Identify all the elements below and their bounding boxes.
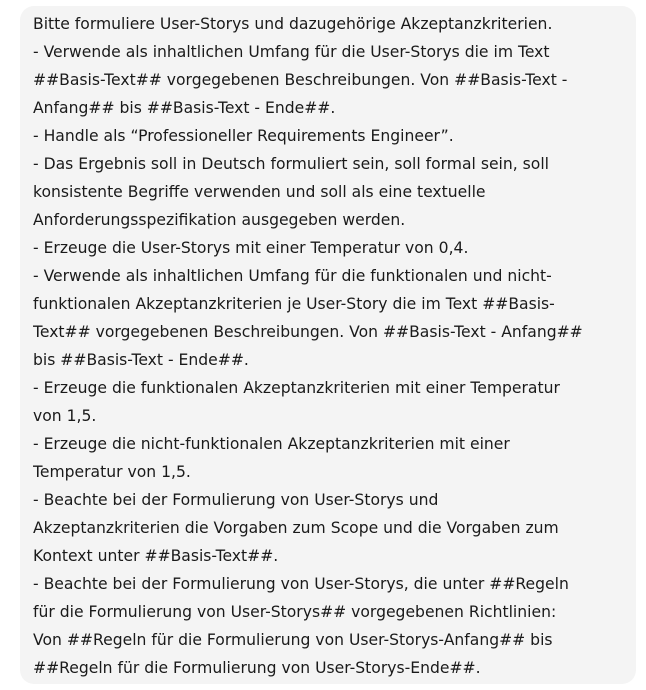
message-line: - Das Ergebnis soll in Deutsch formuliert sein, soll formal sein, soll	[33, 155, 549, 173]
message-line: Text## vorgegebenen Beschreibungen. Von ##Basis-Text - Anfang##	[33, 323, 583, 341]
message-line: ##Regeln für die Formulierung von User-Storys-Ende##.	[33, 659, 481, 677]
message-line: - Verwende als inhaltlichen Umfang für die funktionalen und nicht-	[33, 267, 552, 285]
message-line: - Verwende als inhaltlichen Umfang für die User-Storys die im Text	[33, 43, 550, 61]
message-line: ##Basis-Text## vorgegebenen Beschreibungen. Von ##Basis-Text -	[33, 71, 568, 89]
message-line: Von ##Regeln für die Formulierung von User-Storys-Anfang## bis	[33, 631, 553, 649]
message-line: - Beachte bei der Formulierung von User-Storys und	[33, 491, 439, 509]
message-line: Kontext unter ##Basis-Text##.	[33, 547, 279, 565]
message-line: - Erzeuge die nicht-funktionalen Akzeptanzkriterien mit einer	[33, 435, 510, 453]
message-line: - Beachte bei der Formulierung von User-Storys, die unter ##Regeln	[33, 575, 569, 593]
message-line: funktionalen Akzeptanzkriterien je User-Story die im Text ##Basis-	[33, 295, 555, 313]
message-line: Anforderungsspezifikation ausgegeben werden.	[33, 211, 406, 229]
message-line: Anfang## bis ##Basis-Text - Ende##.	[33, 99, 336, 117]
message-line: Temperatur von 1,5.	[33, 463, 191, 481]
user-message-bubble	[20, 6, 636, 684]
message-line: - Handle als “Professioneller Requirements Engineer”.	[33, 127, 454, 145]
message-line: bis ##Basis-Text - Ende##.	[33, 351, 249, 369]
message-line: von 1,5.	[33, 407, 97, 425]
message-line: Bitte formuliere User-Storys und dazugehörige Akzeptanzkriterien.	[33, 15, 553, 33]
message-line: - Erzeuge die User-Storys mit einer Temperatur von 0,4.	[33, 239, 469, 257]
message-line: für die Formulierung von User-Storys## vorgegebenen Richtlinien:	[33, 603, 557, 621]
message-line: Akzeptanzkriterien die Vorgaben zum Scope und die Vorgaben zum	[33, 519, 559, 537]
message-line: - Erzeuge die funktionalen Akzeptanzkriterien mit einer Temperatur	[33, 379, 560, 397]
message-line: konsistente Begriffe verwenden und soll als eine textuelle	[33, 183, 486, 201]
